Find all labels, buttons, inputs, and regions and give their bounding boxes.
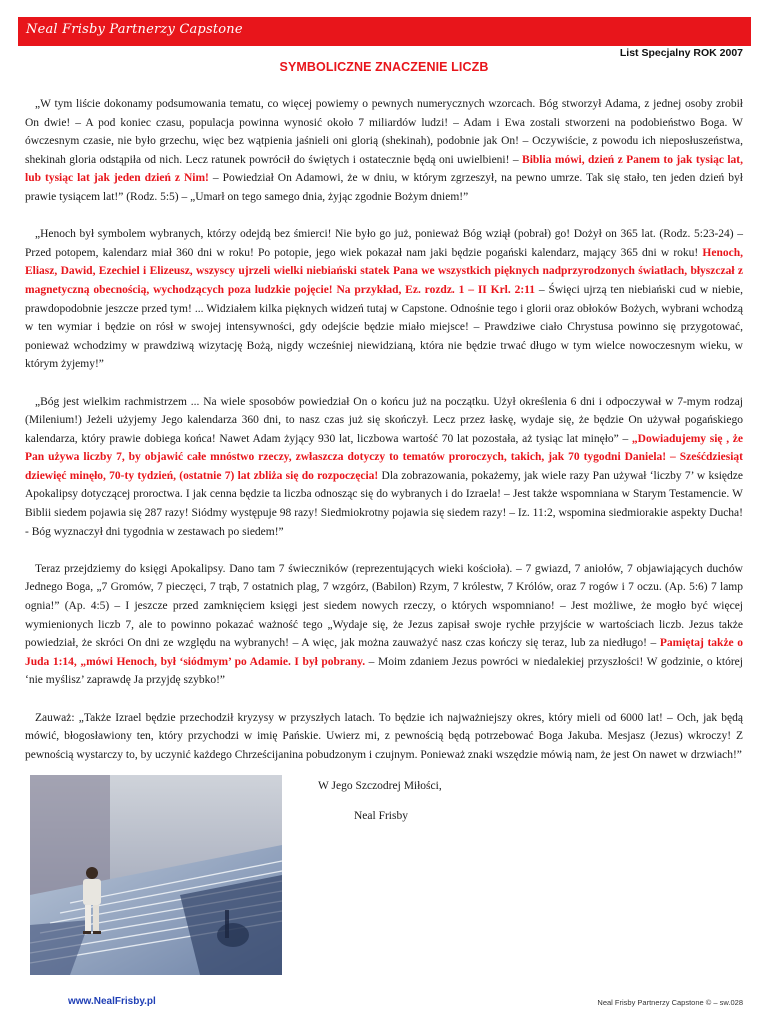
highlighted-text: Henoch, Eliasz, Dawid, Ezechiel i Elizeusz, wszyscy ujrzeli wielki niebiański statek Pana we wszystkich pięknych nadprzyrodzonych światłach, błyszczał z magnetyczną obecnością, wychodzących poza ludzkie pojęcie! Na przykład, Ez. rozdz. 1 – II Krl. 2:11: [25, 246, 743, 296]
website-link[interactable]: www.NealFrisby.pl: [68, 996, 156, 1007]
paragraph-text: „W tym liście dokonamy podsumowania tematu, co więcej powiemy o pewnych numerycznych wzorcach. Bóg stworzył Adama, z jednej osoby zrobił On dwie! – A pod koniec czasu, populacja powinna wynosić około 7 miliardów ludzi! – Adam i Ewa zostali stworzeni na podobieństwo Boga. W ówczesnym czasie, nie było grzechu, więc bez wątpienia jaśnieli oni glorią (shekinah), podobnie jak On! – Oczywiście, z powodu ich nieposłuszeństwa, shekinah gloria odstąpiła od nich. Lecz ratunek powrócił do świętych i ostatecznie będą oni uwielbieni! –: [25, 98, 743, 166]
document-title: SYMBOLICZNE ZNACZENIE LICZB: [279, 60, 489, 74]
paragraph: [25, 709, 743, 765]
paragraph: [25, 95, 743, 207]
banner-title: Neal Frisby Partnerzy Capstone: [26, 22, 243, 37]
paragraph: [25, 225, 743, 374]
paragraph-text: – Powiedział On Adamowi, że w dniu, w którym zgrzeszył, na pewno umrze. Tak się stało, ten jeden dzień był prawie tysiącem lat!” (Rodz. 5:5) – „Umarł on tego samego dnia, żyjąc zgodnie Bożym dniem!”: [25, 172, 744, 203]
photo-man-on-stone-steps: [30, 775, 282, 975]
paragraph-text: – Święci ujrzą ten niebiański cud w niebie, prawdopodobnie jeszcze przed tym! ... Widziałem kilka pięknych widzeń tutaj w Capstone. Odnośnie tego i glorii oraz obłoków Bożych, wybrani wchodzą w ten wymiar i będzie on rósł w swojej intensywności, gdy odejście będzie miało miejsce! – Prawdziwe ciało Chrystusa powinno się przygotować, ponieważ wchodzimy w prawdziwą wizytację Bożą, nigdy wcześniej niewidzianą, która nie będzie trwać długo w tym wielce nowoczesnym wieku, w którym żyjemy!”: [25, 283, 744, 371]
highlighted-text: „Dowiadujemy się , że Pan używa liczby 7, by objawić całe mnóstwo rzeczy, zwłaszcza dotyczy to tematów proroczych, takich, jak 70 tygodni Daniela! – Sześćdziesiąt dziewięć minęło, 70-ty tydzień, (ostatnie 7) lat zbliża się do rozpoczęcia!: [25, 432, 743, 482]
signature-name: Neal Frisby: [354, 810, 408, 822]
highlighted-text: Pamiętaj także o Juda 1:14, „mówi Henoch, był ‘siódmym’ po Adamie. I był pobrany.: [25, 637, 743, 668]
document-body: [25, 95, 743, 783]
paragraph-text: Dla zobrazowania, pokażemy, jak wiele razy Pan używał ‘liczby 7’ w księdze Apokalipsy dotyczącej proroctwa. I jak cenna będzie ta liczba odnosząc się do wybranych i do Izraela! – Jest także wspomniana w Starym Testamencie. W Biblii siedem pojawia się 287 razy! Siódmy występuje 98 razy! Siedmiokrotny pojawia się siedem razy! – Iz. 11:2, wspomina siedmiorakie aspekty Ducha! - Bóg wyznaczył dni tygodnia w zestawach po siedem!”: [25, 469, 743, 538]
paragraph-text: „Henoch był symbolem wybranych, którzy odejdą bez śmierci! Nie było go już, ponieważ Bóg wziął (pobrał) go! Dożył on 365 lat. (Rodz. 5:23-24) – Przed potopem, kalendarz miał 360 dni w roku! Po potopie, jego wiek pokazał nam jaki będzie pogański kalendarz, mający 365 dni w roku!: [25, 228, 743, 259]
paragraph-text: „Bóg jest wielkim rachmistrzem ... Na wiele sposobów powiedział On o końcu już na początku. Użył określenia 6 dni i odpoczywał w 7-mym rodzaj (Milenium!) Jeżeli użyjemy Jego kalendarza 360 dni, to nasz czas już się skończył. Lecz przez łaskę, wydaje się, że będzie On używał pogańskiego kalendarza, który prawie dobiega końca! Nawet Adam żyjący 930 lat, liczbowa wartość 70 lat pozostała, aż tysiąc lat minęło” –: [25, 395, 743, 445]
paragraph-text: Zauważ: „Także Izrael będzie przechodził kryzysy w przyszłych latach. To będzie ich najważniejszy okres, który mieli od 6000 lat! – Och, jak będą mówić, błogosławiony ten, który przychodzi w imię Pańskie. Uwierz mi, z pewnością będą potrzebować Boga Jakuba. Mesjasz (Jezus) wkroczy! Z pewnością wystarczy to, by uczynić każdego Chrześcijanina pobudzonym i czujnym. Ponieważ znaki wszędzie mówią nam, że jest On nawet w drzwiach!”: [25, 711, 743, 761]
signoff-text: W Jego Szczodrej Miłości,: [318, 780, 442, 792]
paragraph-text: – Moim zdaniem Jezus powróci w niedalekiej przyszłości! W godzinie, o której ‘nie myślisz’ zaprawdę Ja przyjdę szybko!”: [25, 655, 743, 687]
photo-illustration: [30, 775, 282, 975]
footer-copyright: Neal Frisby Partnerzy Capstone © – sw.028: [597, 998, 743, 1007]
highlighted-text: Biblia mówi, dzień z Panem to jak tysiąc lat, lub tysiąc lat jak jeden dzień z Nim!: [25, 153, 743, 185]
paragraph-text: Teraz przejdziemy do księgi Apokalipsy. Dano tam 7 świeczników (reprezentujących wieki kościoła). – 7 gwiazd, 7 aniołów, 7 objawiających duchów Jednego Boga, „7 Gromów, 7 pieczęci, 7 trąb, 7 ostatnich plag, 7 wzgórz, (Babilon) Rzym, 7 królestw, 7 Królów, oraz 7 rogów i 7 oczu. (Ap. 5:6) 7 lamp ognia!” (Ap. 4:5) – I jeszcze przed zamknięciem księgi jest siedem nowych rzeczy, o których wspomniano! – Jest możliwe, że mogło być więcej wymienionych liczb 7, ale to powinno pokazać ważność tego „Wydaje się, że Jezus zapisał swoje rychłe przyjście w wartościach liczb. Jezus także powiedział, że skróci On dni ze względu na wybranych! – A więc, jak można zauważyć nasz czas kończy się teraz, lub za niedługo! –: [25, 562, 743, 650]
paragraph: [25, 560, 743, 690]
special-letter-label: List Specjalny ROK 2007: [619, 47, 743, 59]
paragraph: [25, 393, 743, 542]
header-banner: [18, 17, 751, 46]
